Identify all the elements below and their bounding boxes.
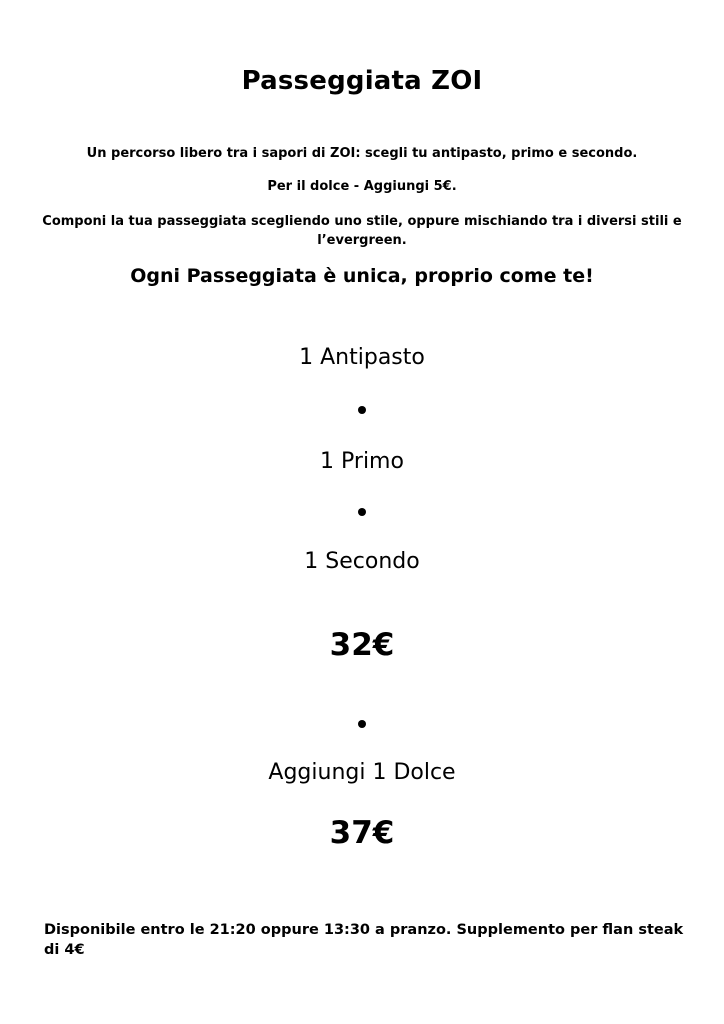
dessert-price: 37€	[329, 815, 395, 851]
compose-note: Componi la tua passeggiata scegliendo uno stile, oppure mischiando tra i diversi stili e l’evergreen.	[42, 214, 682, 248]
page-title: Passeggiata ZOI	[241, 66, 483, 96]
base-price: 32€	[329, 627, 395, 663]
bullet-separator	[358, 406, 366, 414]
course-secondo: 1 Secondo	[304, 549, 420, 574]
course-antipasto: 1 Antipasto	[299, 345, 425, 370]
intro-text: Un percorso libero tra i sapori di ZOI: scegli tu antipasto, primo e secondo.	[86, 146, 638, 161]
course-primo: 1 Primo	[320, 449, 404, 474]
bullet-separator	[358, 508, 366, 516]
dessert-option: Aggiungi 1 Dolce	[268, 760, 456, 785]
tagline: Ogni Passeggiata è unica, proprio come te!	[130, 265, 594, 287]
dessert-note: Per il dolce - Aggiungi 5€.	[267, 179, 457, 194]
bullet-separator	[358, 720, 366, 728]
footer-note: Disponibile entro le 21:20 oppure 13:30 a pranzo. Supplemento per flan steak di 4€	[44, 922, 684, 958]
